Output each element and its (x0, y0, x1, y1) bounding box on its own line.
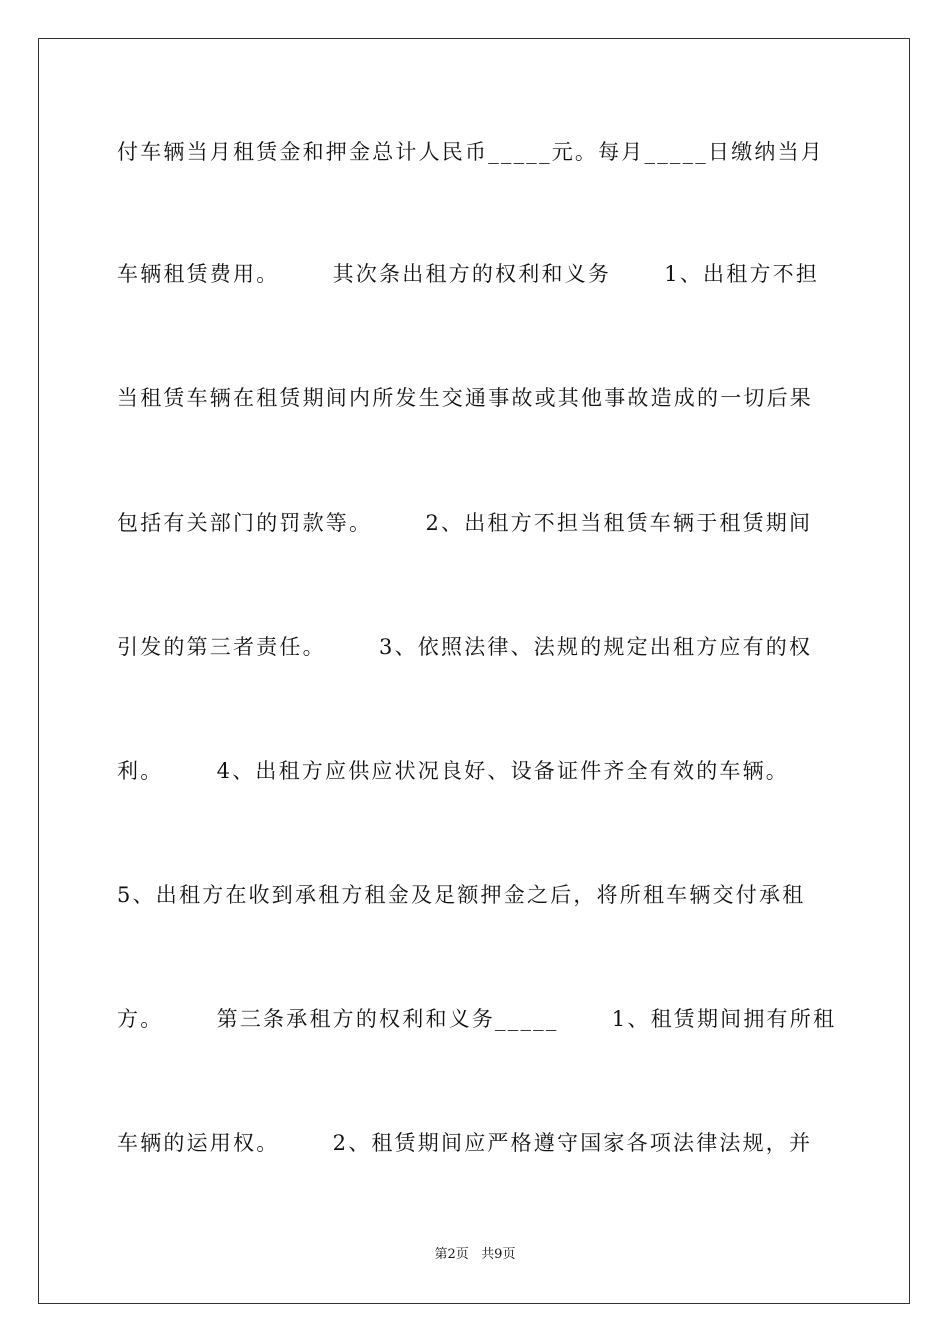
page-number-footer: 第2页 共9页 (434, 1247, 516, 1262)
body-text-line: 5、出租方在收到承租方租金及足额押金之后，将所租车辆交付承租 (117, 883, 806, 907)
body-text-line: 利。 4、出租方应供应状况良好、设备证件齐全有效的车辆。 (117, 759, 790, 783)
body-text-line: 车辆的运用权。 2、租赁期间应严格遵守国家各项法律法规，并 (117, 1131, 813, 1155)
body-text-line: 当租赁车辆在租赁期间内所发生交通事故或其他事故造成的一切后果 (117, 386, 813, 410)
body-text-line: 付车辆当月租赁金和押金总计人民币_____元。每月_____日缴纳当月 (117, 140, 824, 164)
body-text-line: 引发的第三者责任。 3、依照法律、法规的规定出租方应有的权 (117, 635, 813, 659)
page-border (38, 38, 910, 1304)
body-text-line: 包括有关部门的罚款等。 2、出租方不担当租赁车辆于租赁期间 (117, 511, 813, 535)
body-text-line: 车辆租赁费用。 其次条出租方的权利和义务 1、出租方不担 (117, 262, 820, 286)
body-text-line: 方。 第三条承租方的权利和义务_____ 1、租赁期间拥有所租 (117, 1007, 837, 1031)
